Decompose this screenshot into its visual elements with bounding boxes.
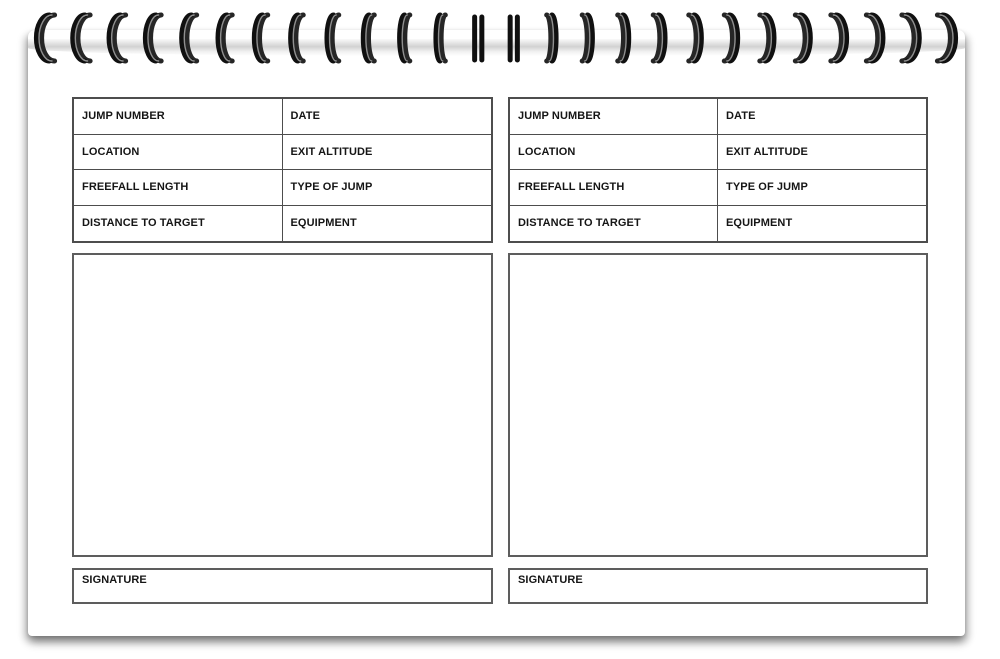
field-location: LOCATION bbox=[510, 135, 718, 171]
field-equipment: EQUIPMENT bbox=[726, 217, 793, 230]
notes-area bbox=[508, 253, 928, 557]
field-distance-to-target: DISTANCE TO TARGET bbox=[74, 206, 283, 242]
field-jump-number: JUMP NUMBER bbox=[510, 99, 718, 135]
field-freefall-length: FREEFALL LENGTH bbox=[510, 170, 718, 206]
spiral-ring bbox=[291, 15, 304, 61]
log-entry-panel-right bbox=[508, 97, 928, 604]
field-exit-altitude: EXIT ALTITUDE bbox=[718, 135, 926, 171]
spiral-ring bbox=[795, 15, 810, 61]
spiral-ring bbox=[254, 15, 267, 61]
spiral-ring bbox=[618, 15, 629, 61]
spiral-ring bbox=[724, 15, 737, 61]
spiral-ring bbox=[760, 15, 774, 61]
spiral-ring bbox=[866, 15, 883, 61]
spiral-ring bbox=[327, 15, 339, 61]
spiral-ring bbox=[937, 15, 955, 61]
field-date: DATE bbox=[283, 99, 492, 135]
notes-area bbox=[72, 253, 493, 557]
field-type-of-jump: TYPE OF JUMP bbox=[718, 170, 926, 206]
spiral-ring bbox=[436, 15, 445, 61]
field-exit-altitude: EXIT ALTITUDE bbox=[283, 135, 492, 171]
spiral-binding bbox=[0, 6, 1000, 86]
log-entry-panel-left bbox=[72, 97, 493, 604]
spiral-ring bbox=[73, 15, 90, 61]
field-location: LOCATION bbox=[74, 135, 283, 171]
field-freefall-length: FREEFALL LENGTH bbox=[74, 170, 283, 206]
spiral-ring bbox=[689, 15, 702, 61]
spiral-ring bbox=[510, 17, 517, 60]
spiral-ring bbox=[475, 17, 482, 60]
spiral-ring bbox=[653, 15, 665, 61]
spiral-ring bbox=[36, 15, 54, 61]
spiral-ring bbox=[363, 15, 374, 61]
spiral-ring bbox=[547, 15, 556, 61]
spiral-ring bbox=[831, 15, 847, 61]
signature-box bbox=[72, 568, 493, 604]
spiral-ring bbox=[218, 15, 232, 61]
notebook-page bbox=[28, 30, 965, 636]
field-equipment: EQUIPMENT bbox=[290, 217, 357, 230]
signature-label: SIGNATURE bbox=[518, 574, 583, 586]
field-type-of-jump: TYPE OF JUMP bbox=[283, 170, 492, 206]
field-date: DATE bbox=[718, 99, 926, 135]
spiral-ring bbox=[182, 15, 197, 61]
spiral-ring bbox=[145, 15, 161, 61]
signature-label: SIGNATURE bbox=[82, 574, 147, 586]
spiral-ring bbox=[109, 15, 126, 61]
fields-table bbox=[508, 97, 928, 243]
spiral-ring bbox=[400, 15, 410, 61]
spiral-ring bbox=[902, 15, 919, 61]
field-jump-number: JUMP NUMBER bbox=[74, 99, 283, 135]
field-distance-to-target: DISTANCE TO TARGET bbox=[510, 206, 718, 242]
signature-box bbox=[508, 568, 928, 604]
spiral-ring bbox=[582, 15, 592, 61]
fields-table bbox=[72, 97, 493, 243]
